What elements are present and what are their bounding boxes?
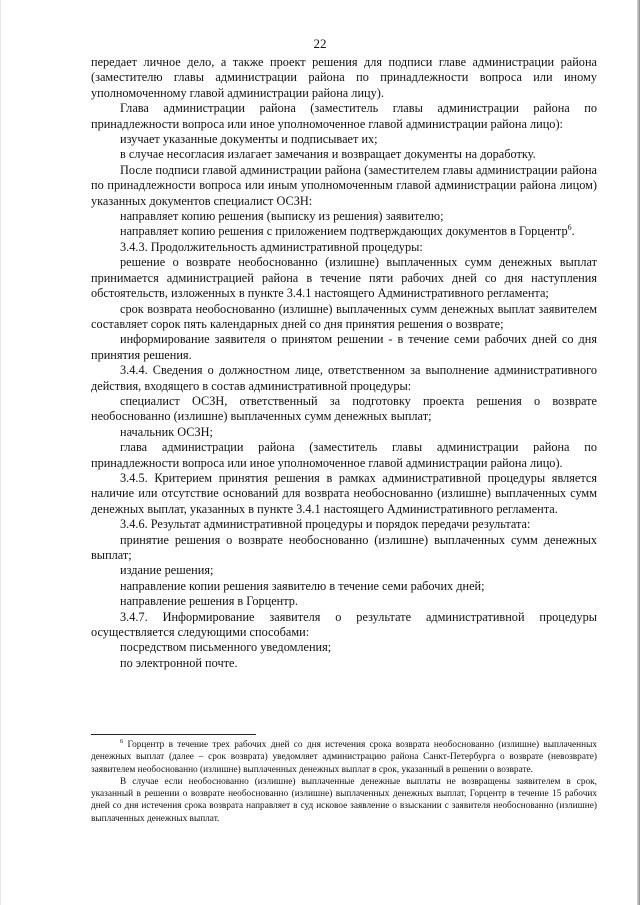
- paragraph: 3.4.3. Продолжительность административной процедуры:: [120, 239, 423, 254]
- paragraph: информирование заявителя о принятом решении - в течение семи рабочих дней со дня принятия решения.: [91, 332, 597, 362]
- paragraph: посредством письменного уведомления;: [120, 640, 332, 655]
- paragraph-text: направляет копию решения с приложением подтверждающих документов в Горцентр: [120, 224, 568, 239]
- paragraph: решение о возврате необоснованно (излишне) выплаченных сумм денежных выплат принимается администрацией района в течение пяти рабочих дней со дня наступления обстоятельств, изложенных в пункте 3.4.1 настоящего Административного регламента;: [91, 255, 597, 301]
- footnote: [91, 776, 597, 825]
- paragraph: 3.4.7. Информирование заявителя о результате административной процедуры осуществляется следующими способами:: [91, 609, 597, 640]
- paragraph: изучает указанные документы и подписывает их;: [120, 132, 378, 147]
- paragraph-with-footnote: [91, 224, 597, 239]
- paragraph: по электронной почте.: [120, 655, 238, 670]
- paragraph: направляет копию решения (выписку из решения) заявителю;: [120, 209, 444, 224]
- paragraph: передает личное дело, а также проект решения для подписи главе администрации района (заместителю главы администрации района по принадлежности вопроса или иному уполномоченному главой администрации района лицу).: [91, 55, 597, 100]
- scan-left-edge: [0, 0, 1, 905]
- paragraph: издание решения;: [120, 563, 214, 578]
- paragraph: в случае несогласия излагает замечания и возвращает документы на доработку.: [120, 147, 536, 162]
- body-text: [91, 55, 597, 671]
- paragraph: 3.4.6. Результат административной процедуры и порядок передачи результата:: [120, 517, 531, 532]
- footnote: [91, 739, 597, 776]
- paragraph: направление решения в Горцентр.: [120, 594, 298, 609]
- paragraph: принятие решения о возврате необоснованно (излишне) выплаченных сумм денежных выплат;: [91, 532, 597, 562]
- paragraph: срок возврата необоснованно (излишне) выплаченных сумм денежных выплат заявителем составляет сорок пять календарных дней со дня принятия решения о возврате;: [91, 301, 597, 331]
- paragraph: глава администрации района (заместитель главы администрации района по принадлежности вопроса или иное уполномоченное главой администрации района лицо).: [91, 440, 597, 470]
- paragraph: После подписи главой администрации района (заместителем главы администрации района по принадлежности вопроса или иным уполномоченным главой администрации района лицом) указанных документов специалист ОСЗН:: [91, 162, 597, 208]
- paragraph: специалист ОСЗН, ответственный за подготовку проекта решения о возврате необоснованно (излишне) выплаченных сумм денежных выплат;: [91, 393, 597, 424]
- paragraph: Глава администрации района (заместитель главы администрации района по принадлежности вопроса или иное уполномоченное главой администрации района лицо):: [91, 101, 597, 131]
- paragraph: 3.4.5. Критерием принятия решения в рамках административной процедуры является наличие или отсутствие оснований для возврата необоснованно (излишне) выплаченных сумм денежных выплат, указанных в пункте 3.4.1 настоящего Административного регламента.: [91, 470, 597, 516]
- paragraph: направление копии решения заявителю в течение семи рабочих дней;: [120, 578, 485, 593]
- footnote-ref[interactable]: 6: [567, 223, 572, 233]
- footnote-text: Горцентр в течение трех рабочих дней со дня истечения срока возврата необоснованно (излишне) выплаченных денежных выплат (далее – срок возврата) уведомляет администрацию района Санкт-Петербурга о возврате (невозврате) заявителем необоснованно (излишне) выплаченных денежных выплат в срок, указанный в решении о возврате.: [91, 740, 597, 775]
- footnote-marker: 6: [120, 737, 124, 745]
- footnote-ref-suffix: .: [571, 224, 575, 239]
- footnote-text: В случае если необоснованно (излишне) выплаченные денежные выплаты не возвращены заявителем в срок, указанный в решении о возврате необоснованно (излишне) выплаченных денежных выплат, Горцентр в течение 15 рабочих дней со дня истечения срока возврата направляет в суд исковое заявление о взыскании с заявителя необоснованно (излишне) выплаченных денежных выплат.: [91, 776, 597, 824]
- footnote-divider: [91, 734, 256, 735]
- page-number: 22: [313, 36, 327, 51]
- footnotes: [91, 739, 597, 825]
- paragraph: 3.4.4. Сведения о должностном лице, ответственном за выполнение административного действия, входящего в состав административной процедуры:: [91, 363, 597, 393]
- paragraph: начальник ОСЗН;: [120, 424, 213, 439]
